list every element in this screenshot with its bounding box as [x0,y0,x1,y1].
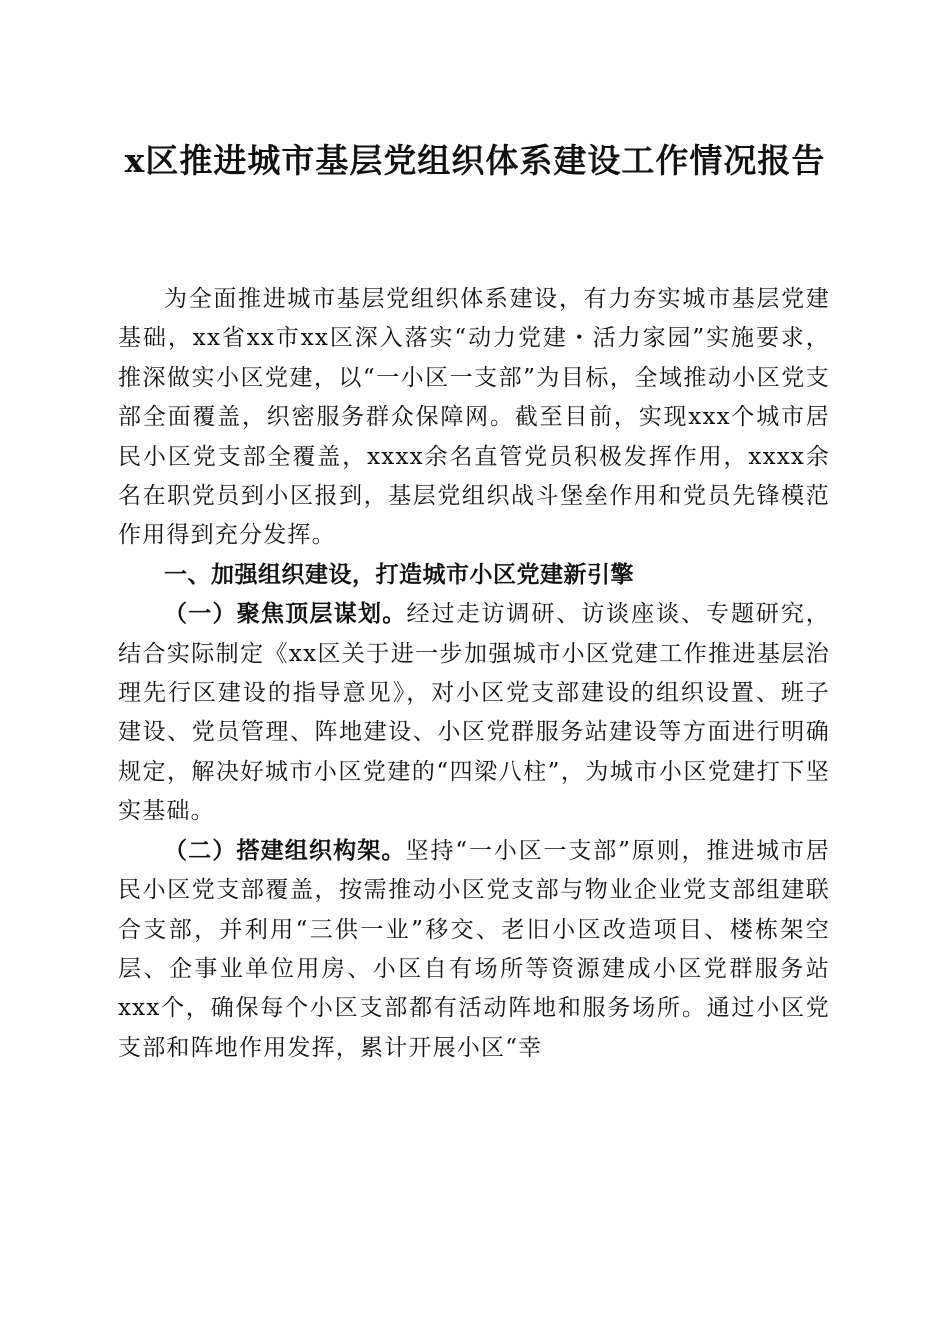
document-body [118,280,830,1068]
item-lead-1: （一）聚焦顶层谋划。 [164,601,407,628]
item-paragraph-1 [118,595,830,831]
intro-paragraph: 为全面推进城市基层党组织体系建设，有力夯实城市基层党建基础，xx省xx市xx区深入落实“动力党建・活力家园”实施要求，推深做实小区党建，以“一小区一支部”为目标，全域推动小区党支部全面覆盖，织密服务群众保障网。截至目前，实现xxx个城市居民小区党支部全覆盖，xxxx余名直管党员积极发挥作用，xxxx余名在职党员到小区报到，基层党组织战斗堡垒作用和党员先锋模范作用得到充分发挥。 [118,286,830,549]
item-lead-2: （二）搭建组织构架。 [164,837,406,864]
item-body-2: 坚持“一小区一支部”原则，推进城市居民小区党支部覆盖，按需推动小区党支部与物业企业党支部组建联合支部，并利用“三供一业”移交、老旧小区改造项目、楼栋架空层、企事业单位用房、小区自有场所等资源建成小区党群服务站xxx个，确保每个小区支部都有活动阵地和服务场所。通过小区党支部和阵地作用发挥，累计开展小区“幸 [118,837,830,1061]
item-paragraph-2 [118,832,830,1068]
section-heading: 一、加强组织建设，打造城市小区党建新引擎 [164,561,634,588]
item-body-1: 经过走访调研、访谈座谈、专题研究，结合实际制定《xx区关于进一步加强城市小区党建工作推进基层治理先行区建设的指导意见》，对小区党支部建设的组织设置、班子建设、党员管理、阵地建设、小区党群服务站建设等方面进行明确规定，解决好城市小区党建的“四梁八柱”，为城市小区党建打下坚实基础。 [118,601,831,825]
document-title: x区推进城市基层党组织体系建设工作情况报告 [124,141,826,180]
